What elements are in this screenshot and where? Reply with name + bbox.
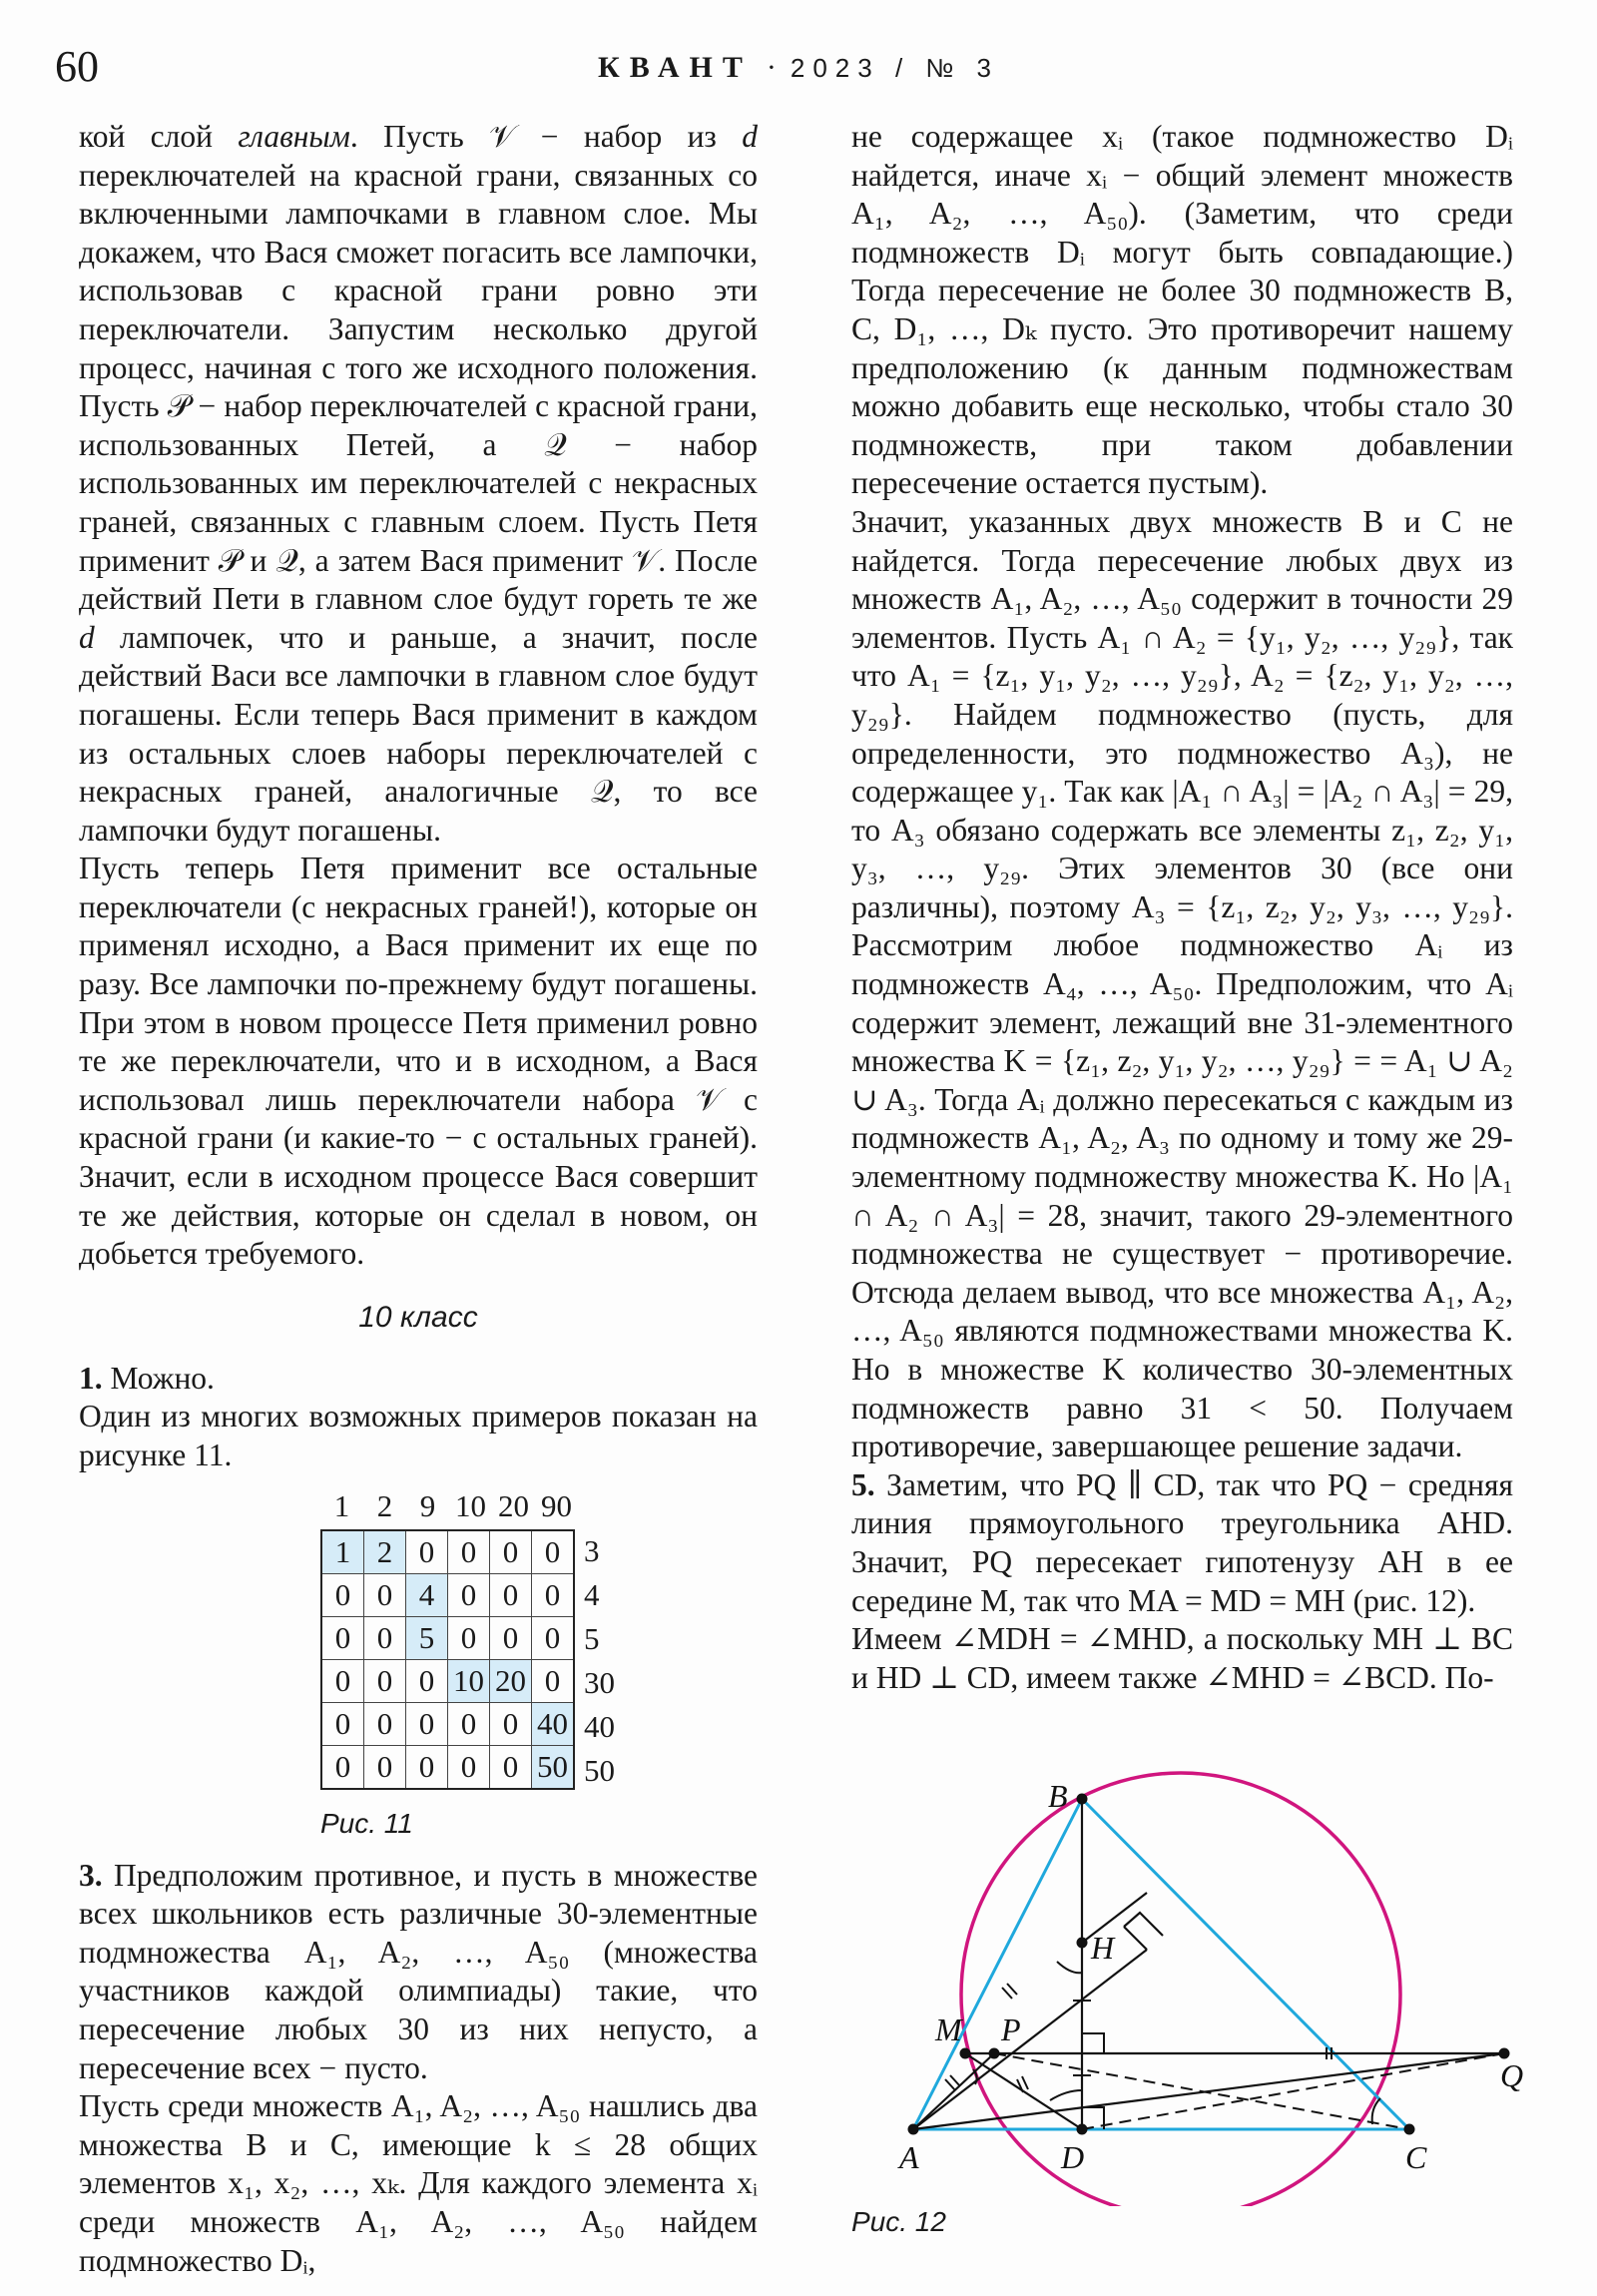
table-cell: 0 (321, 1616, 364, 1659)
row-header: 30 (584, 1664, 615, 1700)
matrix-table (320, 1529, 575, 1790)
problem-number: 3. (79, 1857, 103, 1893)
table-cell: 0 (364, 1573, 406, 1616)
geometry-diagram (851, 1737, 1550, 2206)
row-header: 5 (584, 1620, 600, 1656)
segment-AQ (913, 2053, 1504, 2129)
section-title-grade-10: 10 класс (358, 1300, 478, 1334)
table-cell: 0 (406, 1745, 448, 1789)
column-headers (320, 1487, 578, 1525)
problem-3-text (79, 1857, 758, 2088)
problem-number: 5. (851, 1466, 875, 1502)
column-header: 1 (333, 1487, 350, 1523)
point-H (1077, 1938, 1088, 1949)
label-M: M (935, 2011, 962, 2047)
var-d: d (79, 619, 95, 655)
table-cell: 40 (532, 1702, 575, 1745)
point-M (960, 2048, 971, 2059)
magazine-title: КВАНТ (598, 51, 753, 84)
label-A: A (899, 2139, 919, 2175)
emphasis-main: главным (238, 119, 350, 154)
table-cell: 0 (364, 1702, 406, 1745)
column-header: 9 (419, 1487, 436, 1523)
table-cell: 4 (406, 1573, 448, 1616)
table-cell: 0 (406, 1530, 448, 1574)
table-cell: 0 (406, 1702, 448, 1745)
problem-5-para2: Имеем ∠MDH = ∠MHD, а поскольку MH ⊥ BC и HD ⊥ CD, имеем также ∠MHD = ∠BCD. По- (851, 1621, 1513, 1695)
point-P (989, 2048, 1000, 2059)
paragraph-new-process: Пусть теперь Петя применит все остальные переключатели (с некрасных граней!), которые он применял исходно, а Вася применит их еще по разу. Все лампочки по-прежнему будут погашены. При этом в новом процессе Петя применил ровно те же переключатели, что и в исходном, а Вася использовал лишь переключатели набора 𝒱 с красной грани (и какие-то − с остальных граней). Значит, если в исходном процессе Вася совершит те же действия, которые он сделал в новом, он добьется требуемого. (79, 851, 758, 1272)
table-cell: 50 (532, 1745, 575, 1789)
column-header: 2 (376, 1487, 393, 1523)
table-cell: 0 (532, 1616, 575, 1659)
table-cell: 5 (406, 1616, 448, 1659)
column-header: 90 (541, 1487, 572, 1523)
dashed-DQ (1082, 2053, 1504, 2129)
text-run: лампочек, что и раньше, а значит, после действий Васи все лампочки в главном слое будут погашены. Если теперь Вася применит в каждом из остальных слоев наборы переключателей с некрасных граней, аналогичные 𝒬, то все лампочки будут погашены. (79, 619, 758, 848)
table-cell: 0 (490, 1702, 532, 1745)
table-cell: 0 (364, 1745, 406, 1789)
table-cell: 0 (490, 1573, 532, 1616)
table-cell: 2 (364, 1530, 406, 1574)
table-cell: 0 (448, 1530, 490, 1574)
label-P: P (1001, 2011, 1021, 2047)
label-D: D (1061, 2139, 1085, 2175)
page-number: 60 (55, 42, 99, 91)
table-cell: 0 (448, 1616, 490, 1659)
problem-5-para1: Заметим, что PQ ∥ CD, так что PQ − средняя линия прямоугольного треугольника AHD. Значит, PQ пересекает гипотенузу AH в ее середине M, так что MA = MD = MH (рис. 12). (851, 1466, 1514, 1618)
tick-mark (1022, 2076, 1028, 2089)
angle-arc (1057, 1962, 1082, 1973)
table-cell: 10 (448, 1659, 490, 1702)
table-cell: 0 (490, 1616, 532, 1659)
text-run: . Пусть 𝒱 − набор из (349, 119, 743, 154)
point-D (1077, 2124, 1088, 2135)
table-cell: 0 (448, 1702, 490, 1745)
tick-mark (945, 2079, 955, 2090)
table-row (321, 1530, 574, 1574)
table-cell: 0 (406, 1659, 448, 1702)
table-cell: 0 (532, 1530, 575, 1574)
paragraph-lamps-proof (79, 118, 758, 850)
figure-11-caption: Рис. 11 (320, 1807, 413, 1839)
label-C: C (1405, 2139, 1427, 2175)
answer-text: Можно. (110, 1360, 215, 1396)
label-H: H (1091, 1930, 1115, 1966)
tick-mark (1002, 1988, 1012, 1999)
table-row (321, 1616, 574, 1659)
tick-mark (950, 2075, 960, 2086)
table-row (321, 1573, 574, 1616)
point-B (1077, 1794, 1088, 1805)
row-headers (584, 1529, 615, 1793)
table-row (321, 1659, 574, 1702)
circumcircle (961, 1773, 1400, 2206)
row-header: 4 (584, 1576, 600, 1612)
table-cell: 0 (490, 1745, 532, 1789)
issue-number: 2023 / № 3 (790, 53, 999, 83)
table-cell: 0 (321, 1702, 364, 1745)
running-header (0, 50, 1597, 86)
text-run: кой слой (79, 119, 239, 154)
table-row (321, 1702, 574, 1745)
row-header: 50 (584, 1752, 615, 1788)
label-Q: Q (1500, 2057, 1524, 2093)
tick-mark (1007, 1984, 1017, 1995)
point-C (1404, 2124, 1415, 2135)
problem-3-para1: Предположим противное, и пусть в множестве всех школьников есть различные 30-элементные подмножества A₁, A₂, …, A₅₀ (множества участников каждой олимпиады) такие, что пересечение любых 30 из них непусто, а пересечение всех − пусто. (79, 1857, 758, 2085)
angle-arc (1050, 2090, 1082, 2100)
var-d: d (742, 119, 758, 154)
row-header: 3 (584, 1532, 600, 1568)
table-cell: 0 (321, 1659, 364, 1702)
table-cell: 20 (490, 1659, 532, 1702)
table-cell: 0 (448, 1573, 490, 1616)
table-cell: 1 (321, 1530, 364, 1574)
figure-12 (851, 1737, 1550, 2276)
side-BC (1082, 1799, 1409, 2129)
figure-11 (79, 1487, 758, 1857)
table-cell: 0 (321, 1745, 364, 1789)
column-header: 20 (498, 1487, 529, 1523)
problem-1-answer (79, 1360, 758, 1399)
problem-5-text (851, 1466, 1513, 1620)
paragraph-continuation: не содержащее xᵢ (такое подмножество Dᵢ найдется, иначе xᵢ − общий элемент множеств A₁, A₂, …, A₅₀). (Заметим, что среди подмножеств Dᵢ могут быть совпадающие.) Тогда пересечение не более 30 подмножеств B, C, D₁, …, Dₖ пусто. Это противоречит нашему предположению (к данным подмножествам можно добавить еще несколько, чтобы стало 30 подмножеств, при таком добавлении пересечение остается пустым). (851, 119, 1513, 501)
tick-mark (1017, 2079, 1023, 2092)
figure-12-caption: Рис. 12 (851, 2206, 946, 2237)
table-cell: 0 (532, 1573, 575, 1616)
problem-number: 1. (79, 1360, 103, 1396)
right-angle-mark (1082, 2033, 1104, 2053)
table-cell: 0 (532, 1659, 575, 1702)
left-column (79, 118, 758, 2280)
side-AB (913, 1799, 1082, 2129)
paragraph-intersection-proof: Значит, указанных двух множеств B и C не найдется. Тогда пересечение любых двух из множеств A₁, A₂, …, A₅₀ содержит в точности 29 элементов. Пусть A₁ ∩ A₂ = {y₁, y₂, …, y₂₉}, так что A₁ = {z₁, y₁, y₂, …, y₂₉}, A₂ = {z₂, y₁, y₂, …, y₂₉}. Найдем подмножество (пусть, для определенности, это подмножество A₃), не содержащее y₁. Так как |A₁ ∩ A₃| = |A₂ ∩ A₃| = 29, то A₃ обязано содержать все элементы z₁, z₂, y₁, y₃, …, y₂₉. Этих элементов 30 (все они различны), поэтому A₃ = {z₁, z₂, y₂, y₃, …, y₂₉}. Рассмотрим любое подмножество Aᵢ из подмножеств A₄, …, A₅₀. Предположим, что Aᵢ содержит элемент, лежащий вне 31-элементного множества K = {z₁, z₂, y₁, y₂, …, y₂₉} = = A₁ ∪ A₂ ∪ A₃. Тогда Aᵢ должно пересекаться с каждым из подмножеств A₁, A₂, A₃ по одному и тому же 29-элементному подмножеству множества K. Но |A₁ ∩ A₂ ∩ A₃| = 28, значит, такого 29-элементного подмножества не существует − противоречие. Отсюда делаем вывод, что все множества A₁, A₂, …, A₅₀ являются подмножествами множества K. Но в множестве K количество 30-элементных подмножеств равно 31 < 50. Получаем противоречие, завершающее решение задачи. (851, 503, 1513, 1464)
table-cell: 0 (321, 1573, 364, 1616)
text-run: переключателей на красной грани, связанных со включенными лампочками в главном слое. Мы докажем, что Вася сможет погасить все лампочки, использовав с красной грани ровно эти переключатели. Запустим несколько другой процесс, начиная с того же исходного положения. Пусть 𝒫 − набор переключателей с красной грани, использованных Петей, а 𝒬 − набор использованных им переключателей с некрасных граней, связанных с главным слоем. Пусть Петя применит 𝒫 и 𝒬, а затем Вася применит 𝒱. После действий Пети в главном слое будут гореть те же (79, 157, 758, 617)
table-cell: 0 (490, 1530, 532, 1574)
table-cell: 0 (364, 1659, 406, 1702)
point-A (908, 2124, 919, 2135)
right-column (851, 118, 1513, 1697)
header-separator: · (766, 51, 777, 84)
problem-1-text: Один из многих возможных примеров показан на рисунке 11. (79, 1399, 758, 1472)
column-header: 10 (455, 1487, 486, 1523)
label-B: B (1048, 1778, 1068, 1814)
row-header: 40 (584, 1708, 615, 1744)
table-cell: 0 (364, 1616, 406, 1659)
table-row (321, 1745, 574, 1789)
table-cell: 0 (448, 1745, 490, 1789)
right-angle-mark (1124, 1927, 1147, 1950)
problem-3-para2: Пусть среди множеств A₁, A₂, …, A₅₀ нашлись два множества B и C, имеющие k ≤ 28 общих элементов x₁, x₂, …, xₖ. Для каждого элемента xᵢ среди множеств A₁, A₂, …, A₅₀ найдем подмножество Dᵢ, (79, 2088, 758, 2278)
